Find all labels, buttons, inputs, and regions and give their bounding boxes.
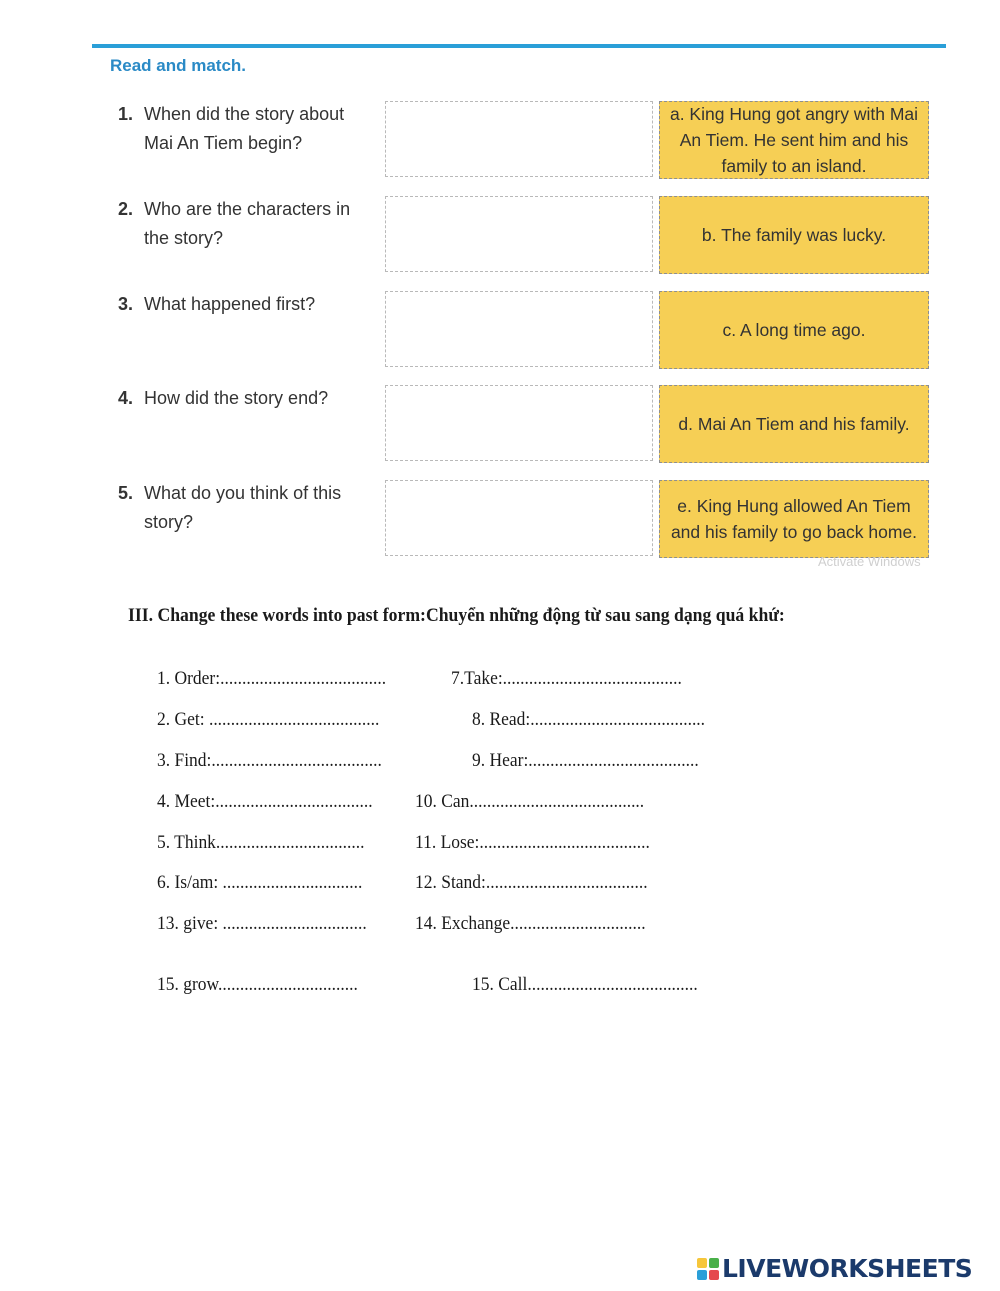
- verb-item: 5. Think..................................: [157, 832, 365, 853]
- drop-zone-2[interactable]: [385, 196, 653, 272]
- question-text: When did the story about Mai An Tiem begin?: [144, 104, 345, 153]
- answer-card-c[interactable]: c. A long time ago.: [659, 291, 929, 369]
- question-2: [118, 195, 378, 253]
- question-1: [118, 100, 378, 158]
- question-number: 5.: [118, 483, 134, 503]
- answer-card-d[interactable]: d. Mai An Tiem and his family.: [659, 385, 929, 463]
- verb-item: 15. Call.......................................: [472, 974, 698, 995]
- header-rule: [92, 44, 946, 48]
- answer-card-a[interactable]: a. King Hung got angry with Mai An Tiem. He sent him and his family to an island.: [659, 101, 929, 179]
- verb-item: 8. Read:........................................: [472, 709, 706, 730]
- drop-zone-1[interactable]: [385, 101, 653, 177]
- question-number: 4.: [118, 388, 134, 408]
- question-number: 2.: [118, 199, 134, 219]
- verb-item: 10. Can........................................: [415, 791, 645, 812]
- question-4: [118, 384, 378, 413]
- answer-card-b[interactable]: b. The family was lucky.: [659, 196, 929, 274]
- question-text: What do you think of this story?: [144, 483, 342, 532]
- verb-item: 14. Exchange...............................: [415, 913, 646, 934]
- question-text: What happened first?: [144, 294, 316, 314]
- question-5: [118, 479, 378, 537]
- drop-zone-3[interactable]: [385, 291, 653, 367]
- verb-item: 2. Get: .......................................: [157, 709, 380, 730]
- logo-grid-icon: [697, 1258, 719, 1280]
- verb-item: 3. Find:.......................................: [157, 750, 382, 771]
- question-number: 3.: [118, 294, 134, 314]
- verb-item: 15. grow................................: [157, 974, 358, 995]
- verb-item: 1. Order:......................................: [157, 668, 387, 689]
- section-title: Read and match.: [110, 56, 247, 75]
- answer-card-e[interactable]: e. King Hung allowed An Tiem and his family to go back home.: [659, 480, 929, 558]
- activation-watermark: Activate Windows: [818, 554, 921, 569]
- verb-item: 7.Take:.........................................: [451, 668, 682, 689]
- verb-item: 9. Hear:.......................................: [472, 750, 699, 771]
- brand-name: LIVEWORKSHEETS: [722, 1254, 973, 1283]
- liveworksheets-logo[interactable]: [697, 1254, 972, 1283]
- part3-title: III. Change these words into past form:Chuyển những động từ sau sang dạng quá khứ:: [128, 605, 785, 626]
- drop-zone-4[interactable]: [385, 385, 653, 461]
- verb-item: 4. Meet:....................................: [157, 791, 373, 812]
- verb-item: 11. Lose:.......................................: [415, 832, 650, 853]
- question-number: 1.: [118, 104, 134, 124]
- question-3: [118, 290, 378, 319]
- verb-item: 12. Stand:.....................................: [415, 872, 648, 893]
- question-text: How did the story end?: [144, 388, 329, 408]
- verb-item: 6. Is/am: ................................: [157, 872, 363, 893]
- verb-item: 13. give: .................................: [157, 913, 367, 934]
- question-text: Who are the characters in the story?: [144, 199, 351, 248]
- drop-zone-5[interactable]: [385, 480, 653, 556]
